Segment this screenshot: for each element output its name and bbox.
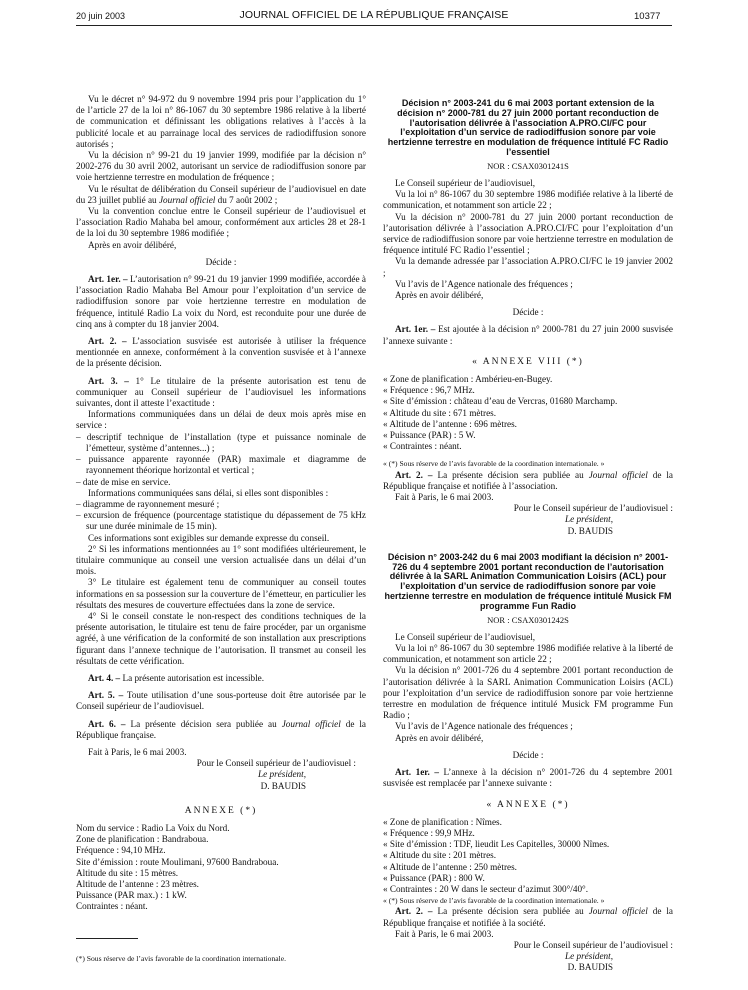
annex-list (383, 374, 673, 452)
article-5: Art. 5. – Toute utilisation d’une sous-porteuse doit être autorisée par le Conseil supérieur de l’audiovisuel. (76, 690, 366, 712)
list-item: – excursion de fréquence (pourcentage statistique du dépassement de 75 kHz sur une durée minimale de 15 min). (76, 510, 366, 532)
journal-title: JOURNAL OFFICIEL DE LA RÉPUBLIQUE FRANÇAISE (239, 9, 509, 21)
list-item: « Site d’émission : TDF, lieudit Les Capitelles, 30000 Nîmes. (383, 839, 610, 850)
signature: D. BAUDIS (567, 962, 613, 973)
list-item: Altitude du site : 15 mètres. (76, 867, 179, 878)
annex-title: ANNEXE (*) (184, 805, 258, 816)
visa-demande: Vu la demande adressée par l’association A.PRO.CI/FC le 19 janvier 2002 ; (383, 256, 673, 278)
list-item: Nom du service : Radio La Voix du Nord. (76, 822, 230, 833)
apres-deliberation: Après en avoir délibéré, (395, 290, 484, 301)
article-1: Art. 1er. – L’autorisation n° 99-21 du 19 janvier 1999 modifiée, accordée à l’association Radio Mahaba Bel Amour pour l’exploitation d’un service de radiodiffusion sonore par voie hertzienne terrestre en modulation de fréquence, intitulé Radio La voix du Nord, est reconduite pour une durée de cinq ans à compter du 18 janvier 2004. (76, 274, 366, 329)
preamble: Le Conseil supérieur de l’audiovisuel, (395, 177, 536, 188)
list-item: « Altitude de l’antenne : 696 mètres. (383, 418, 517, 429)
exigibles: Ces informations sont exigibles sur demande expresse du conseil. (88, 532, 330, 543)
list-item: « Altitude de l’antenne : 250 mètres. (383, 861, 517, 872)
list-item: « Site d’émission : château d’eau de Vercras, 01680 Marchamp. (383, 396, 618, 407)
list-item: « Zone de planification : Nîmes. (383, 816, 502, 827)
point-2: 2° Si les informations mentionnées au 1° sont modifiées ultérieurement, le titulaire communique au conseil une version actualisée dans un délai d’un mois. (76, 543, 366, 577)
signature: D. BAUDIS (567, 525, 613, 536)
apres-deliberation: Après en avoir délibéré, (88, 239, 177, 250)
decide-heading: Décide : (205, 256, 237, 267)
page-number: 10377 (634, 11, 661, 22)
list-item: « Fréquence : 99,9 MHz. (383, 827, 475, 838)
header-date: 20 juin 2003 (76, 11, 126, 21)
annex-title: « ANNEXE VIII (*) (472, 356, 584, 367)
list-item: – diagramme de rayonnement mesuré ; (76, 498, 220, 509)
list-item: Contraintes : néant. (76, 901, 148, 912)
preamble: Le Conseil supérieur de l’audiovisuel, (395, 631, 536, 642)
signature: D. BAUDIS (260, 780, 306, 791)
article-2: Art. 2. – La présente décision sera publiée au Journal officiel de la République française et notifiée à la société. (383, 906, 674, 928)
list-item: « Puissance (PAR) : 5 W. (383, 430, 476, 441)
nor-reference: NOR : CSAX0301241S (487, 160, 569, 171)
visa-decision-99-21: Vu la décision n° 99-21 du 19 janvier 1999, modifiée par la décision n° 2002-276 du 30 avril 2002, autorisant un service de radiodiffusion sonore par voie hertzienne terrestre en modulation de fréquence ; (76, 150, 366, 183)
article-2: Art. 2. – La présente décision sera publiée au Journal officiel de la République française et notifiée à l’association. (383, 469, 674, 491)
info-sans-delai: Informations communiquées sans délai, si elles sont disponibles : (88, 487, 329, 498)
decide-heading: Décide : (512, 307, 544, 318)
footnote-rule (76, 938, 138, 939)
footnote: (*) Sous réserve de l’avis favorable de la coordination internationale. (76, 954, 287, 963)
annex-title: « ANNEXE (*) (486, 799, 570, 810)
article-1: Art. 1er. – L’annexe à la décision n° 2001-726 du 4 septembre 2001 susvisée est remplacée par l’annexe suivante : (383, 767, 673, 789)
list-item: – puissance apparente rayonnée (PAR) maximale et diagramme de rayonnement théorique horizontal et vertical ; (76, 454, 366, 476)
annex-list (383, 817, 673, 895)
pour-le-conseil: Pour le Conseil supérieur de l’audiovisuel : (513, 939, 673, 950)
article-3: Art. 3. – 1° Le titulaire de la présente autorisation est tenu de communiquer au Conseil supérieur de l’audiovisuel les informations suivantes, dont il atteste l’exactitude : (76, 375, 366, 409)
article-2: Art. 2. – L’association susvisée est autorisée à utiliser la fréquence mentionnée en annexe, conformément à la convention susvisée et à l’annexe de la présente décision. (76, 336, 367, 369)
left-column (76, 94, 366, 913)
visa-decision: Vu la décision n° 2001-726 du 4 septembre 2001 portant reconduction de l’autorisation délivrée à la SARL Animation Communication Loisirs (ACL) pour l’exploitation d’un service de radiodiffusion sonore par voie hertzienne terrestre en modulation de fréquence intitulé Musick FM programme Fun Radio ; (383, 665, 673, 721)
article-6: Art. 6. – La présente décision sera publiée au Journal officiel de la République française. (76, 718, 367, 740)
list-item: Site d’émission : route Moulimani, 97600 Bandraboua. (76, 856, 279, 867)
visa-convention: Vu la convention conclue entre le Conseil supérieur de l’audiovisuel et l’association Radio Mahaba bel amour, conformément aux articles 28 et 28-1 de la loi du 30 septembre 1986 modifiée ; (76, 206, 366, 239)
info-delai: Informations communiquées dans un délai de deux mois après mise en service : (76, 409, 366, 431)
list-item: « Puissance (PAR) : 800 W. (383, 872, 485, 883)
apres-deliberation: Après en avoir délibéré, (395, 732, 484, 743)
decision-2003-241-title: Décision n° 2003-241 du 6 mai 2003 portant extension de la décision n° 2000-781 du 27 juin 2000 portant reconduction de l’autorisation délivrée à l’association A.PRO.CI/FC pour l’exploitation d’un service de radiodiffusion sonore par voie hertzienne terrestre en modulation de fréquence intitulé FC Radio l’essentiel (387, 98, 669, 157)
page-header (0, 0, 748, 28)
visa-agence: Vu l’avis de l’Agence nationale des fréquences ; (395, 721, 573, 732)
list-item: « Contraintes : 20 W dans le secteur d’azimut 300°/40°. (383, 883, 589, 894)
list-item: « Fréquence : 96,7 MHz. (383, 385, 475, 396)
list-item: Zone de planification : Bandraboua. (76, 834, 209, 845)
fait-a-paris: Fait à Paris, le 6 mai 2003. (395, 492, 494, 503)
list-item: – date de mise en service. (76, 476, 171, 487)
article-1: Art. 1er. – Est ajoutée à la décision n° 2000-781 du 27 juin 2000 susvisée l’annexe suivante : (383, 324, 674, 346)
list-item: « Contraintes : néant. (383, 441, 462, 452)
visa-loi: Vu la loi n° 86-1067 du 30 septembre 1986 modifiée relative à la liberté de communication, et notamment son article 22 ; (383, 189, 673, 211)
article-4: Art. 4. – La présente autorisation est incessible. (88, 672, 265, 683)
le-president: Le président, (565, 514, 613, 525)
annex-list (76, 823, 366, 913)
fait-a-paris: Fait à Paris, le 6 mai 2003. (395, 928, 494, 939)
annex-note: « (*) Sous réserve de l’avis favorable de la coordination internationale. » (383, 459, 605, 469)
le-president: Le président, (258, 769, 306, 780)
visa-agence: Vu l’avis de l’Agence nationale des fréquences ; (395, 278, 573, 289)
right-column (383, 99, 673, 974)
visa-decision: Vu la décision n° 2000-781 du 27 juin 2000 portant reconduction de l’autorisation délivrée à l’association A.PRO.CI/FC pour l’exploitation d’un service de radiodiffusion sonore par voie hertzienne terrestre en modulation de fréquence intitulé FC Radio l’essentiel ; (383, 211, 673, 256)
list-item: « Altitude du site : 201 mètres. (383, 850, 497, 861)
list-item: Altitude de l’antenne : 23 mètres. (76, 879, 199, 889)
list-item: « Altitude du site : 671 mètres. (383, 407, 497, 418)
header-rule (76, 25, 672, 26)
list-item: Puissance (PAR max.) : 1 kW. (76, 890, 187, 901)
list-item: Fréquence : 94,10 MHz. (76, 845, 166, 856)
pour-le-conseil: Pour le Conseil supérieur de l’audiovisuel : (196, 758, 356, 769)
visa-decret: Vu le décret n° 94-972 du 9 novembre 1994 pris pour l’application du 1° de l’article 27 de la loi n° 86-1067 du 30 septembre 1986 relative à la liberté de communication et définissant les obligations relatives à l’accès à la publicité locale et au parrainage local des services de radiodiffusion sonore autorisés ; (76, 94, 366, 149)
point-3: 3° Le titulaire est également tenu de communiquer au conseil toutes informations en sa possession sur la couverture de l’émetteur, en particulier les résultats des mesures de couverture effectuées dans la zone de service. (76, 577, 366, 610)
visa-deliberation: Vu le résultat de délibération du Conseil supérieur de l’audiovisuel en date du 23 juillet publié au Journal officiel du 7 août 2002 ; (76, 183, 366, 205)
le-president: Le président, (565, 951, 613, 962)
list-item: – descriptif technique de l’installation (type et puissance nominale de l’émetteur, système d’antennes...) ; (76, 431, 366, 453)
decide-heading: Décide : (512, 749, 544, 760)
point-4: 4° Si le conseil constate le non-respect des conditions techniques de la présente autorisation, le titulaire est tenu de faire procéder, par un organisme agréé, à une vérification de la conformité de son installation aux prescriptions figurant dans l’annexe technique de l’autorisation. Il transmet au conseil les résultats de cette vérification. (76, 610, 366, 666)
fait-a-paris: Fait à Paris, le 6 mai 2003. (88, 746, 187, 757)
list-item: « Zone de planification : Ambérieu-en-Bugey. (383, 374, 553, 385)
pour-le-conseil: Pour le Conseil supérieur de l’audiovisuel : (513, 503, 673, 514)
annex-note: « (*) Sous réserve de l’avis favorable de la coordination internationale. » (383, 896, 605, 906)
visa-loi: Vu la loi n° 86-1067 du 30 septembre 1986 modifiée relative à la liberté de communication, et notamment son article 22 ; (383, 643, 673, 665)
nor-reference: NOR : CSAX0301242S (487, 614, 569, 625)
decision-2003-242-title: Décision n° 2003-242 du 6 mai 2003 modifiant la décision n° 2001-726 du 4 septembre 2001 portant reconduction de l’autorisation délivrée à la SARL Animation Communication Loisirs (ACL) pour l’exploitation d’un service de radiodiffusion sonore par voie hertzienne terrestre en modulation de fréquence intitulé Musick FM programme Fun Radio (384, 551, 672, 611)
